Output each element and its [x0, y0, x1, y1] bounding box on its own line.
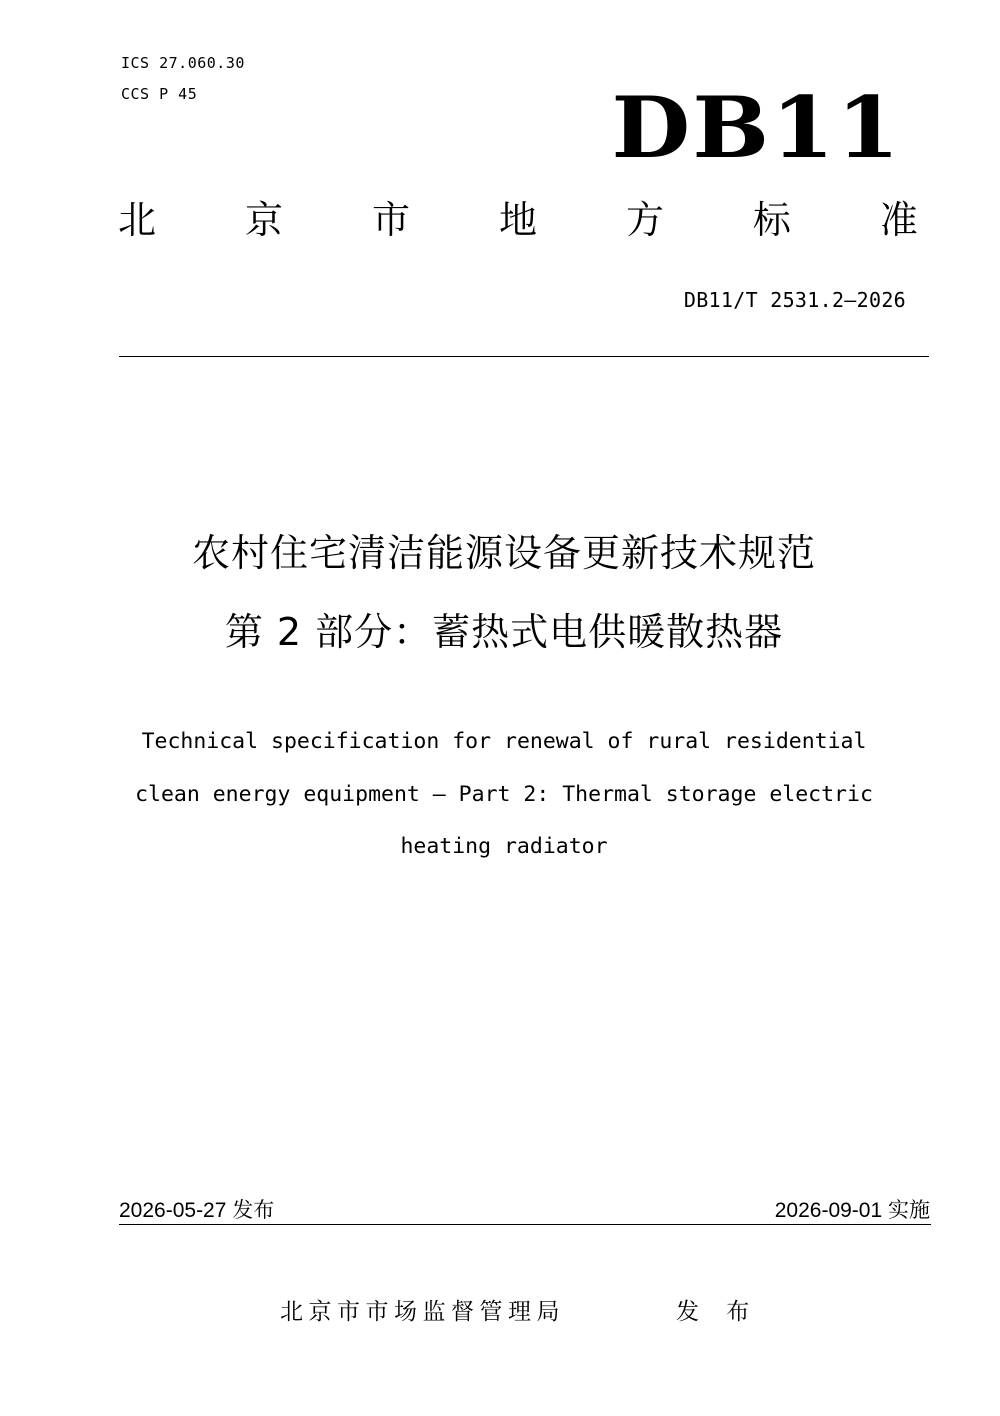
top-divider [119, 356, 929, 357]
issue-label: 发 布 [676, 1299, 760, 1325]
implementation-date: 2026-09-01 实施 [774, 1199, 930, 1222]
standard-number: DB11/T 2531.2—2026 [683, 288, 906, 312]
standard-type-char: 方 [625, 198, 664, 242]
db11-logo: DB11 [611, 78, 902, 177]
english-title: Technical specification for renewal of rural residential clean energy equipment — Part 2: Thermal storage electric heating radiator [135, 729, 873, 859]
standard-type-char: 地 [498, 198, 537, 242]
issuing-authority: 北京市市场监督管理局 [280, 1299, 565, 1325]
chinese-title-line-1: 农村住宅清洁能源设备更新技术规范 [191, 531, 816, 575]
standard-type-char: 北 [118, 198, 157, 242]
standard-type-char: 标 [752, 198, 791, 242]
standard-type-char: 市 [371, 198, 410, 242]
standard-type-char: 京 [244, 198, 283, 242]
ccs-code: CCS P 45 [121, 85, 198, 103]
bottom-divider [119, 1224, 931, 1225]
standard-type-char: 准 [879, 198, 918, 242]
standard-type-heading [118, 196, 918, 244]
chinese-title-line-2: 第 2 部分：蓄热式电供暖散热器 [224, 610, 784, 654]
publish-date: 2026-05-27 发布 [119, 1199, 275, 1222]
ics-code: ICS 27.060.30 [121, 54, 245, 72]
